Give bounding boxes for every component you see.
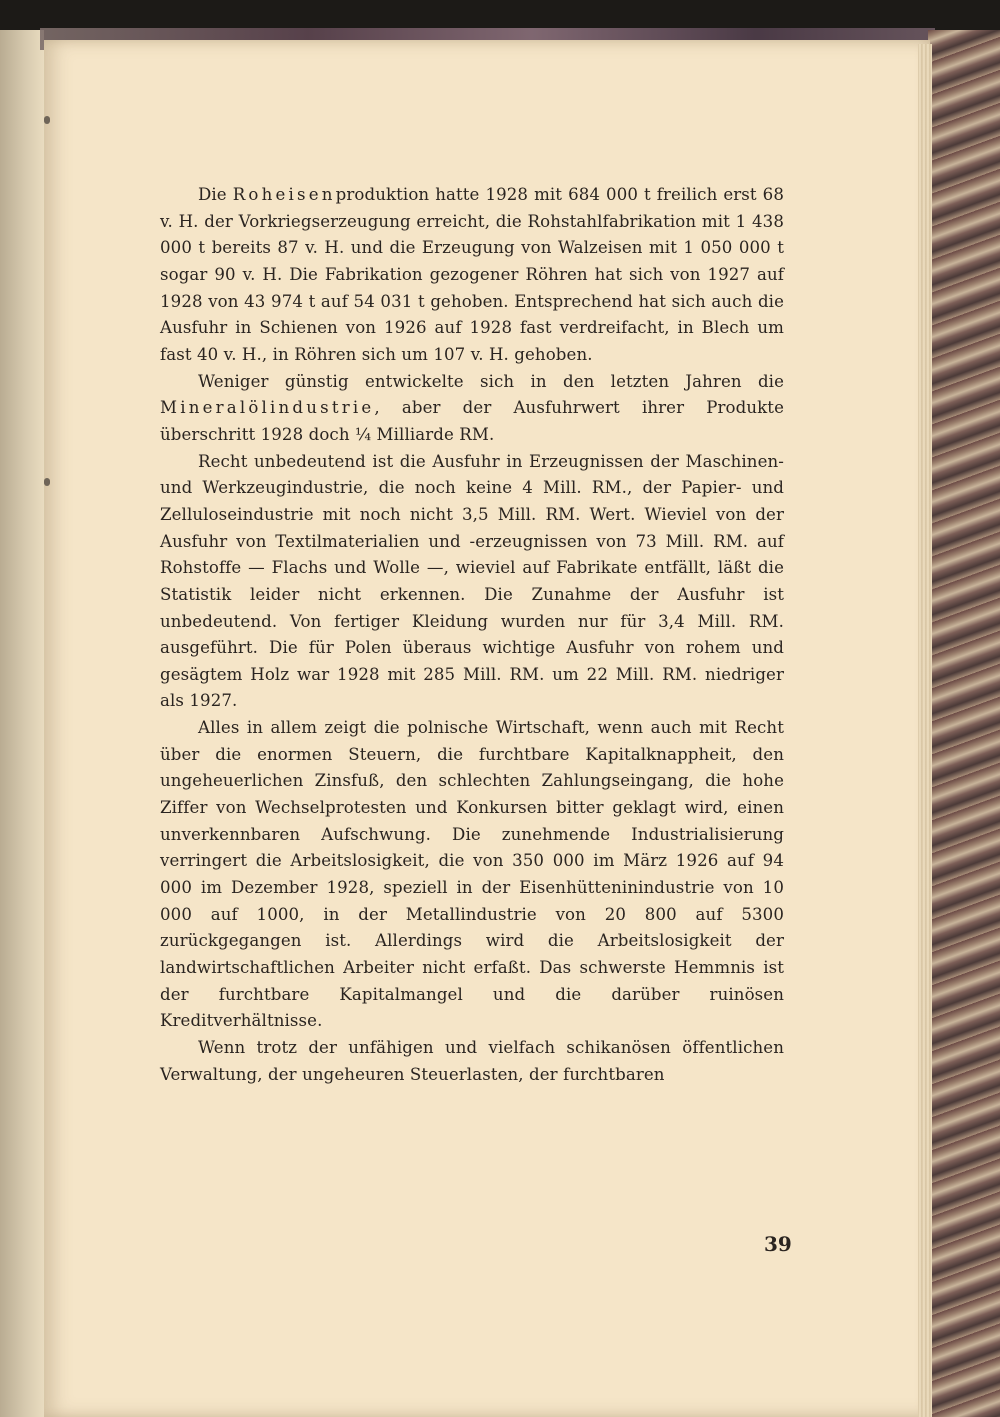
emphasized-term: Mineralölindustrie [160,398,375,418]
binding-hole-mark [44,478,50,486]
marbled-cover-edge [928,30,1000,1417]
text-segment: produktion hatte 1928 mit 684 000 t freilich erst 68 v. H. der Vorkriegserzeugung erreicht, die Rohstahlfabrikation mit 1 438 000 t bereits 87 v. H. und die Erzeugung von Walzeisen mit 1 050 000 t sogar 90 v. H. Die Fabrikation gezogener Röhren hat sich von 1927 auf 1928 von 43 974 t auf 54 031 t gehoben. Entsprechend hat sich auch die Ausfuhr in Schienen von 1926 auf 1928 fast verdreifacht, in Blech um fast 40 v. H., in Röhren sich um 107 v. H. gehoben. [160,185,784,364]
text-segment: Recht unbedeutend ist die Ausfuhr in Erzeugnissen der Maschinen- und Werkzeugindustrie, die noch keine 4 Mill. RM., der Papier- und Zelluloseindustrie mit noch nicht 3,5 Mill. RM. Wert. Wieviel von der Ausfuhr von Textilmaterialien und -erzeugnissen von 73 Mill. RM. auf Rohstoffe — Flachs und Wolle —, wieviel auf Fabrikate entfällt, läßt die Statistik leider nicht erkennen. Die Zunahme der Ausfuhr ist unbedeutend. Von fertiger Kleidung wurden nur für 3,4 Mill. RM. ausgeführt. Die für Polen überaus wichtige Ausfuhr von rohem und gesägtem Holz war 1928 mit 285 Mill. RM. um 22 Mill. RM. niedriger als 1927. [160,451,784,711]
text-segment: , aber der Ausfuhrwert ihrer Produkte überschritt 1928 doch ¼ Milliarde RM. [160,398,784,444]
text-segment: Alles in allem zeigt die polnische Wirtschaft, wenn auch mit Recht über die enormen Steuern, die furchtbare Kapitalknappheit, den ungeheuerlichen Zinsfuß, den schlechten Zahlungseingang, die hohe Ziffer von Wechselprotesten und Konkursen bitter geklagt wird, einen unverkennbaren Aufschwung. Die zunehmende Industrialisierung verringert die Arbeitslosigkeit, die von 350 000 im März 1926 auf 94 000 im Dezember 1928, speziell in der Eisenhütteninindustrie von 10 000 auf 1000, in der Metallindustrie von 20 800 auf 5300 zurückgegangen ist. Allerdings wird die Arbeitslosigkeit der landwirtschaftlichen Arbeiter nicht erfaßt. Das schwerste Hemmnis ist der furchtbare Kapitalmangel und die darüber ruinösen Kreditverhältnisse. [160,718,784,1031]
binding-hole-mark [44,116,50,124]
paragraph [160,449,784,716]
text-segment: Die [198,185,233,204]
paragraph [160,1035,784,1088]
paragraph [160,182,784,369]
body-text [160,182,784,1088]
left-page-edge [0,30,44,1417]
text-segment: Weniger günstig entwickelte sich in den letzten Jahren die [198,371,784,391]
paragraph [160,715,784,1035]
emphasized-term: Roheisen [232,185,336,204]
text-segment: Wenn trotz der unfähigen und vielfach schikanösen öffentlichen Verwaltung, der ungeheuren Steuerlasten, der furchtbaren [160,1038,784,1084]
page-stack-edge [918,44,932,1417]
paragraph [160,369,784,449]
page-number: 39 [764,1232,792,1256]
